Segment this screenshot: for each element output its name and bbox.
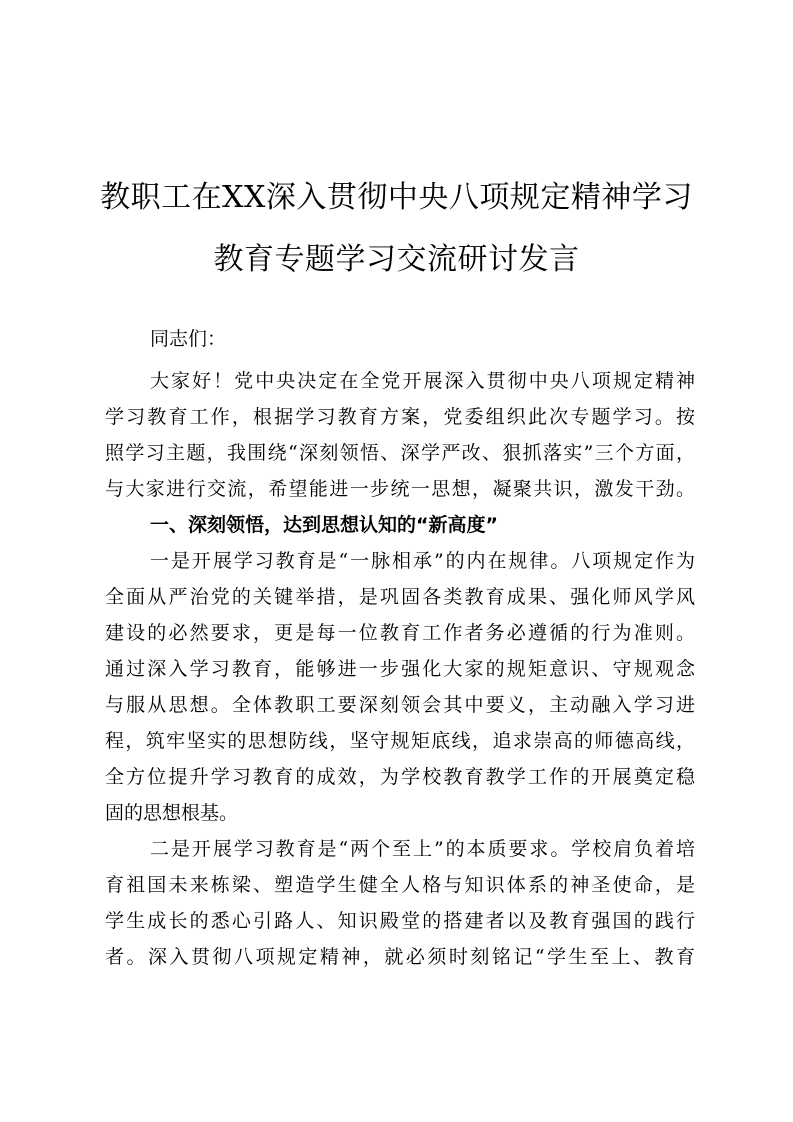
paragraph-line: 通过深入学习教育，能够进一步强化大家的规矩意识、守规观念 [105, 658, 695, 680]
paragraph-line: 程，筑牢坚实的思想防线，坚守规矩底线，追求崇高的师德高线， [105, 730, 695, 752]
paragraph-line: 全面从严治党的关键举措，是巩固各类教育成果、强化师风学风 [105, 586, 695, 608]
paragraph-line: 建设的必然要求，更是每一位教育工作者务必遵循的行为准则。 [105, 622, 695, 644]
paragraph-line: 与服从思想。全体教职工要深刻领会其中要义，主动融入学习进 [105, 694, 695, 716]
document-title-line-1: 教职工在XX深入贯彻中央八项规定精神学习 [100, 180, 693, 215]
section-heading: 一、深刻领悟，达到思想认知的“新高度” [150, 514, 498, 536]
paragraph-line: 二是开展学习教育是“两个至上”的本质要求。学校肩负着培 [150, 838, 695, 860]
paragraph-line: 大家好！党中央决定在全党开展深入贯彻中央八项规定精神 [150, 370, 695, 392]
paragraph-line: 照学习主题，我围绕“深刻领悟、深学严改、狠抓落实”三个方面， [105, 442, 695, 464]
paragraph-line: 者。深入贯彻八项规定精神，就必须时刻铭记“学生至上、教育 [105, 946, 695, 968]
paragraph-line: 固的思想根基。 [105, 802, 239, 824]
paragraph-line: 学生成长的悉心引路人、知识殿堂的搭建者以及教育强国的践行 [105, 910, 695, 932]
paragraph-line: 学习教育工作，根据学习教育方案，党委组织此次专题学习。按 [105, 406, 695, 428]
salutation: 同志们： [150, 328, 227, 350]
paragraph-line: 一是开展学习教育是“一脉相承”的内在规律。八项规定作为 [150, 550, 695, 572]
paragraph-line: 育祖国未来栋梁、塑造学生健全人格与知识体系的神圣使命，是 [105, 874, 695, 896]
paragraph-line: 与大家进行交流，希望能进一步统一思想，凝聚共识，激发干劲。 [105, 478, 695, 500]
paragraph-line: 全方位提升学习教育的成效，为学校教育教学工作的开展奠定稳 [105, 766, 695, 788]
document-title-line-2: 教育专题学习交流研讨发言 [213, 242, 580, 277]
